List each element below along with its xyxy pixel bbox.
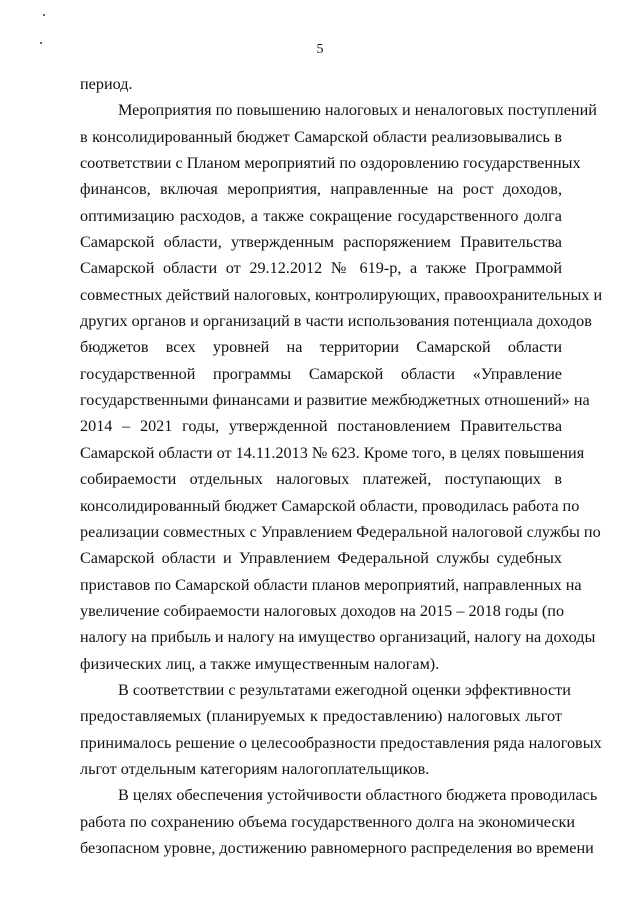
text-line: принималось решение о целесообразности предоставления ряда налоговых — [80, 733, 602, 752]
text-line: реализации совместных с Управлением Федеральной налоговой службы по — [80, 522, 601, 541]
text-line: других органов и организаций в части использования потенциала доходов — [80, 312, 592, 331]
text-line: Самарской области, утвержденным распоряжением Правительства — [80, 233, 562, 252]
text-line: государственными финансами и развитие межбюджетных отношений» на — [80, 391, 590, 410]
text-line: безопасном уровне, достижению равномерного распределения во времени — [80, 838, 594, 857]
paragraph — [80, 97, 603, 677]
text-line: бюджетов всех уровней на территории Самарской области — [80, 338, 562, 357]
text-line: консолидированный бюджет Самарской области, проводилась работа по — [80, 496, 580, 515]
text-line: государственной программы Самарской области «Управление — [80, 364, 562, 383]
paragraph — [80, 782, 598, 861]
text-line: предоставляемых (планируемых к предоставлению) налоговых льгот — [80, 707, 562, 726]
text-line: В целях обеспечения устойчивости областного бюджета проводилась — [118, 786, 598, 805]
text-line: физических лиц, а также имущественным налогам). — [80, 654, 440, 673]
page-number: 5 — [316, 42, 324, 57]
text-line: Самарской области от 14.11.2013 № 623. Кроме того, в целях повышения — [80, 443, 585, 462]
text-line: увеличение собираемости налоговых доходов на 2015 – 2018 годы (по — [80, 601, 565, 620]
text-line: работа по сохранению объема государственного долга на экономически — [80, 812, 576, 831]
paragraph — [80, 677, 602, 782]
text-line: совместных действий налоговых, контролирующих, правоохранительных и — [80, 285, 603, 304]
document-body — [80, 71, 603, 861]
text-line: оптимизацию расходов, а также сокращение государственного долга — [80, 206, 562, 225]
text-line: в консолидированный бюджет Самарской области реализовывались в — [80, 127, 562, 146]
text-line: Самарской области от 29.12.2012 № 619-р, а также Программой — [80, 259, 562, 278]
text-line: финансов, включая мероприятия, направленные на рост доходов, — [80, 180, 562, 199]
text-line: Самарской области и Управлением Федеральной службы судебных — [80, 549, 562, 568]
text-line: В соответствии с результатами ежегодной оценки эффективности — [118, 680, 571, 699]
text-line: льгот отдельным категориям налогоплательщиков. — [80, 759, 430, 778]
text-line: приставов по Самарской области планов мероприятий, направленных на — [80, 575, 582, 594]
text-line: Мероприятия по повышению налоговых и неналоговых поступлений — [118, 101, 597, 120]
text-line: налогу на прибыль и налогу на имущество организаций, налогу на доходы — [80, 628, 596, 647]
text-line: собираемости отдельных налоговых платежей, поступающих в — [80, 470, 562, 489]
text-line: соответствии с Планом мероприятий по оздоровлению государственных — [80, 154, 581, 173]
paragraph — [80, 71, 562, 97]
text-line: 2014 – 2021 годы, утвержденной постановлением Правительства — [80, 417, 562, 436]
text-line: период. — [80, 75, 133, 93]
scan-speck — [43, 14, 45, 16]
